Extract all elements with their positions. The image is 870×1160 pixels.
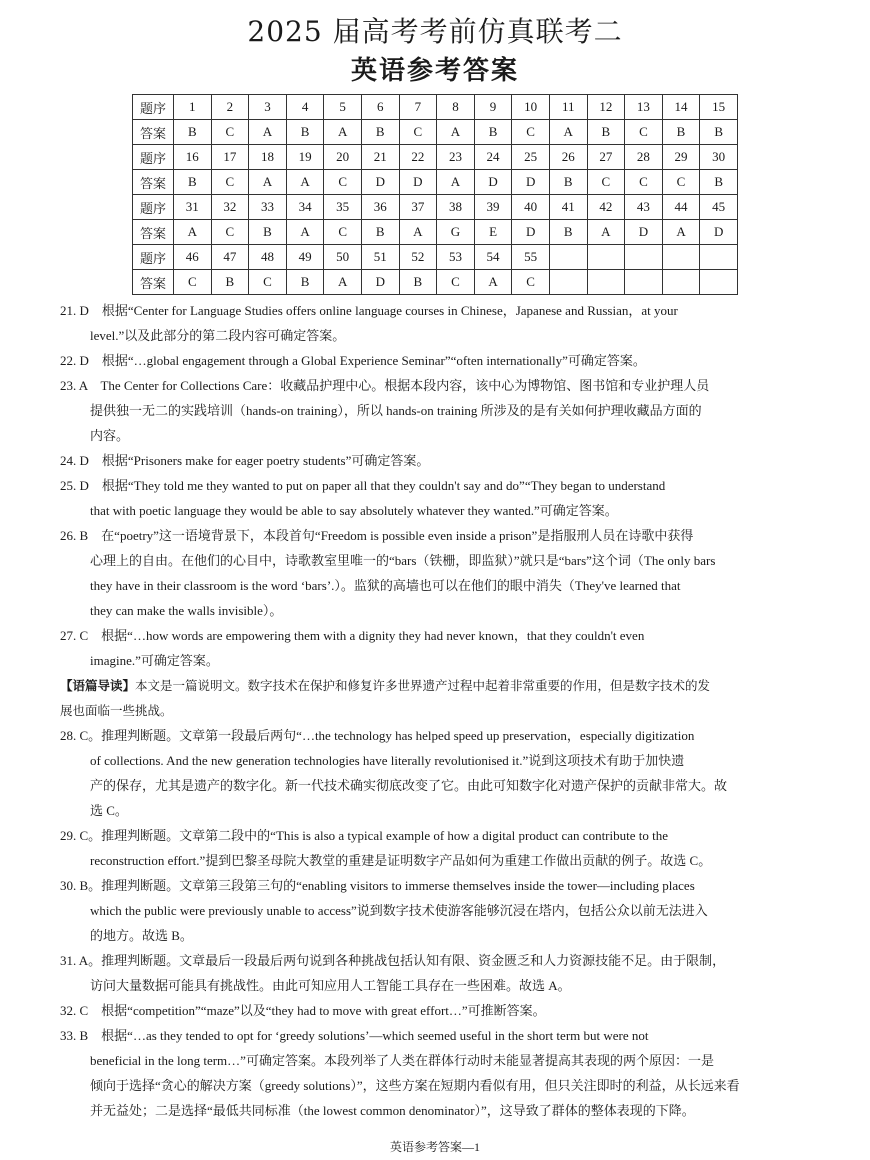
- question-number-cell: 45: [700, 195, 738, 220]
- answer-cell: A: [286, 170, 324, 195]
- answer-cell: [662, 270, 700, 295]
- question-number-cell: 49: [286, 245, 324, 270]
- question-number-cell: 34: [286, 195, 324, 220]
- question-number-row: [133, 195, 738, 220]
- row-label: 答案: [133, 270, 174, 295]
- question-number-cell: [662, 245, 700, 270]
- explanation-27: 27. C 根据“…how words are empowering them with a dignity they had never known，that they couldn't even imagine.”可确定答案。: [60, 628, 645, 668]
- answer-cell: C: [512, 120, 550, 145]
- answer-cell: B: [174, 170, 212, 195]
- question-number-cell: 15: [700, 95, 738, 120]
- answer-cell: B: [700, 170, 738, 195]
- answer-cell: B: [587, 120, 625, 145]
- answer-cell: A: [549, 120, 587, 145]
- answer-cell: A: [587, 220, 625, 245]
- answer-cell: B: [286, 270, 324, 295]
- answer-cell: B: [662, 120, 700, 145]
- answer-cell: [549, 270, 587, 295]
- question-number-cell: 42: [587, 195, 625, 220]
- row-label: 题序: [133, 195, 174, 220]
- question-number-cell: 27: [587, 145, 625, 170]
- question-number-row: [133, 145, 738, 170]
- answer-row: [133, 170, 738, 195]
- answer-cell: C: [211, 220, 249, 245]
- question-number-cell: 17: [211, 145, 249, 170]
- question-number-row: [133, 95, 738, 120]
- answer-cell: A: [437, 170, 475, 195]
- row-label: 题序: [133, 95, 174, 120]
- page-footer: 英语参考答案—1: [389, 1140, 480, 1154]
- answer-cell: [587, 270, 625, 295]
- question-number-cell: 23: [437, 145, 475, 170]
- answer-cell: A: [324, 120, 362, 145]
- answer-row: [133, 120, 738, 145]
- answer-cell: A: [399, 220, 437, 245]
- answer-cell: B: [549, 220, 587, 245]
- explanation-22: 22. D 根据“…global engagement through a Global Experience Seminar”“often internationally”可确定答案。: [60, 353, 646, 368]
- question-number-cell: 2: [211, 95, 249, 120]
- question-number-cell: 19: [286, 145, 324, 170]
- answer-cell: B: [211, 270, 249, 295]
- answer-cell: C: [437, 270, 475, 295]
- answer-cell: D: [625, 220, 663, 245]
- question-number-cell: [587, 245, 625, 270]
- answer-cell: A: [249, 170, 287, 195]
- question-number-cell: [700, 245, 738, 270]
- row-label: 题序: [133, 245, 174, 270]
- answer-cell: C: [625, 170, 663, 195]
- explanation-24: 24. D 根据“Prisoners make for eager poetry students”可确定答案。: [60, 453, 430, 468]
- answer-table: [132, 94, 738, 295]
- answer-cell: E: [474, 220, 512, 245]
- question-number-row: [133, 245, 738, 270]
- question-number-cell: 7: [399, 95, 437, 120]
- answer-cell: A: [474, 270, 512, 295]
- question-number-cell: 9: [474, 95, 512, 120]
- question-number-cell: 13: [625, 95, 663, 120]
- answer-cell: C: [625, 120, 663, 145]
- answer-cell: B: [474, 120, 512, 145]
- question-number-cell: 46: [174, 245, 212, 270]
- question-number-cell: 39: [474, 195, 512, 220]
- answer-cell: A: [249, 120, 287, 145]
- passage-intro: 【语篇导读】本文是一篇说明文。数字技术在保护和修复许多世界遗产过程中起着非常重要的作用，但是数字技术的发 展也面临一些挑战。: [60, 678, 711, 718]
- answer-cell: B: [174, 120, 212, 145]
- answer-cell: A: [286, 220, 324, 245]
- explanation-32: 32. C 根据“competition”“maze”以及“they had to move with great effort…”可推断答案。: [60, 1003, 546, 1018]
- explanation-23: 23. A The Center for Collections Care：收藏品护理中心。根据本段内容，该中心为博物馆、图书馆和专业护理人员 提供独一无二的实践培训（hands-on training），所以 hands-on training 所涉及的是有关如何护理收藏品方面的 内容。: [60, 378, 710, 443]
- answer-cell: A: [324, 270, 362, 295]
- question-number-cell: 52: [399, 245, 437, 270]
- question-number-cell: 5: [324, 95, 362, 120]
- explanation-31: 31. A。推理判断题。文章最后一段最后两句说到各种挑战包括认知有限、资金匮乏和人力资源技能不足。由于限制， 访问大量数据可能具有挑战性。由此可知应用人工智能工具存在一些困难。故选 A。: [60, 953, 726, 993]
- question-number-cell: 36: [361, 195, 399, 220]
- answer-cell: B: [361, 120, 399, 145]
- question-number-cell: 30: [700, 145, 738, 170]
- answer-cell: D: [700, 220, 738, 245]
- question-number-cell: 26: [549, 145, 587, 170]
- answer-cell: C: [249, 270, 287, 295]
- answer-cell: C: [324, 170, 362, 195]
- answer-cell: B: [700, 120, 738, 145]
- question-number-cell: 1: [174, 95, 212, 120]
- explanation-25: 25. D 根据“They told me they wanted to put on paper all that they couldn't say and do”“They began to understand that with poetic language they would be able to say absolutely whatever they wanted.”可确定答案。: [60, 478, 666, 518]
- answer-cell: C: [662, 170, 700, 195]
- answer-cell: A: [437, 120, 475, 145]
- question-number-cell: 6: [361, 95, 399, 120]
- question-number-cell: 50: [324, 245, 362, 270]
- answer-cell: C: [174, 270, 212, 295]
- question-number-cell: 47: [211, 245, 249, 270]
- page-title: 2025 届高考考前仿真联考二: [247, 15, 623, 48]
- question-number-cell: 14: [662, 95, 700, 120]
- question-number-cell: 31: [174, 195, 212, 220]
- answer-row: [133, 270, 738, 295]
- question-number-cell: 10: [512, 95, 550, 120]
- explanations: [60, 298, 812, 1123]
- answer-cell: C: [512, 270, 550, 295]
- question-number-cell: 54: [474, 245, 512, 270]
- answer-cell: C: [587, 170, 625, 195]
- question-number-cell: 55: [512, 245, 550, 270]
- question-number-cell: 41: [549, 195, 587, 220]
- answer-cell: D: [512, 220, 550, 245]
- answer-cell: B: [249, 220, 287, 245]
- answer-cell: D: [399, 170, 437, 195]
- explanation-29: 29. C。推理判断题。文章第二段中的“This is also a typical example of how a digital product can contribute to the reconstruction effort.”提到巴黎圣母院大教堂的重建是证明数字产品如何为重建工作做出贡献的例子。故选 C。: [60, 828, 712, 868]
- answer-cell: [700, 270, 738, 295]
- question-number-cell: [549, 245, 587, 270]
- explanation-30: 30. B。推理判断题。文章第三段第三句的“enabling visitors to immerse themselves inside the tower—including places which the public were previously unable to access”说到数字技术使游客能够沉浸在塔内，包括公众以前无法进入 的地方。故选 B。: [60, 878, 708, 943]
- question-number-cell: 44: [662, 195, 700, 220]
- question-number-cell: 33: [249, 195, 287, 220]
- answer-cell: D: [361, 270, 399, 295]
- answer-cell: C: [399, 120, 437, 145]
- question-number-cell: 28: [625, 145, 663, 170]
- answer-row: [133, 220, 738, 245]
- explanation-26: 26. B 在“poetry”这一语境背景下，本段首句“Freedom is possible even inside a prison”是指服刑人员在诗歌中获得 心理上的自由。在他们的心目中，诗歌教室里唯一的“bars（铁栅，即监狱）”就只是“bars”这个词（The only bars they have in their classroom is the word ‘bars’.）。监狱的高墙也可以在他们的眼中消失（They've learned that they can make the walls invisible）。: [60, 528, 716, 618]
- answer-cell: C: [211, 170, 249, 195]
- question-number-cell: 32: [211, 195, 249, 220]
- answer-cell: B: [399, 270, 437, 295]
- answer-cell: D: [474, 170, 512, 195]
- question-number-cell: 37: [399, 195, 437, 220]
- answer-cell: D: [512, 170, 550, 195]
- explanation-33: 33. B 根据“…as they tended to opt for ‘greedy solutions’—which seemed useful in the short term but were not beneficial in the long term…”可确定答案。本段列举了人类在群体行动时未能显著提高其表现的两个原因：一是 倾向于选择“贪心的解决方案（greedy solutions）”，这些方案在短期内看似有用，但只关注即时的利益，从长远来看 并无益处；二是选择“最低共同标准（the lowest common denominator）”，这导致了群体的整体表现的下降。: [60, 1028, 740, 1118]
- explanation-21: 21. D 根据“Center for Language Studies offers online language courses in Chinese，Japanese and Russian，at your level.”以及此部分的第二段内容可确定答案。: [60, 303, 678, 343]
- question-number-cell: 20: [324, 145, 362, 170]
- answer-cell: A: [662, 220, 700, 245]
- question-number-cell: 24: [474, 145, 512, 170]
- answer-cell: B: [549, 170, 587, 195]
- answer-cell: [625, 270, 663, 295]
- question-number-cell: 43: [625, 195, 663, 220]
- page-subtitle: 英语参考答案: [350, 56, 519, 86]
- question-number-cell: 53: [437, 245, 475, 270]
- question-number-cell: 3: [249, 95, 287, 120]
- question-number-cell: 12: [587, 95, 625, 120]
- explanation-28: 28. C。推理判断题。文章第一段最后两句“…the technology has helped speed up preservation，especially digitization of collections. And the new generation technologies have literally revolutionised it.”说到这项技术有助于加快遗 产的保存，尤其是遗产的数字化。新一代技术确实彻底改变了它。由此可知数字化对遗产保护的贡献非常大。故 选 C。: [60, 728, 728, 818]
- question-number-cell: 40: [512, 195, 550, 220]
- question-number-cell: 8: [437, 95, 475, 120]
- answer-cell: G: [437, 220, 475, 245]
- row-label: 答案: [133, 120, 174, 145]
- answer-cell: C: [211, 120, 249, 145]
- question-number-cell: 48: [249, 245, 287, 270]
- answer-cell: B: [286, 120, 324, 145]
- question-number-cell: 11: [549, 95, 587, 120]
- question-number-cell: 25: [512, 145, 550, 170]
- question-number-cell: [625, 245, 663, 270]
- question-number-cell: 18: [249, 145, 287, 170]
- question-number-cell: 21: [361, 145, 399, 170]
- question-number-cell: 16: [174, 145, 212, 170]
- question-number-cell: 4: [286, 95, 324, 120]
- question-number-cell: 29: [662, 145, 700, 170]
- question-number-cell: 22: [399, 145, 437, 170]
- answer-cell: D: [361, 170, 399, 195]
- row-label: 答案: [133, 170, 174, 195]
- row-label: 题序: [133, 145, 174, 170]
- answer-cell: B: [361, 220, 399, 245]
- answer-cell: C: [324, 220, 362, 245]
- row-label: 答案: [133, 220, 174, 245]
- question-number-cell: 38: [437, 195, 475, 220]
- answer-cell: A: [174, 220, 212, 245]
- question-number-cell: 51: [361, 245, 399, 270]
- question-number-cell: 35: [324, 195, 362, 220]
